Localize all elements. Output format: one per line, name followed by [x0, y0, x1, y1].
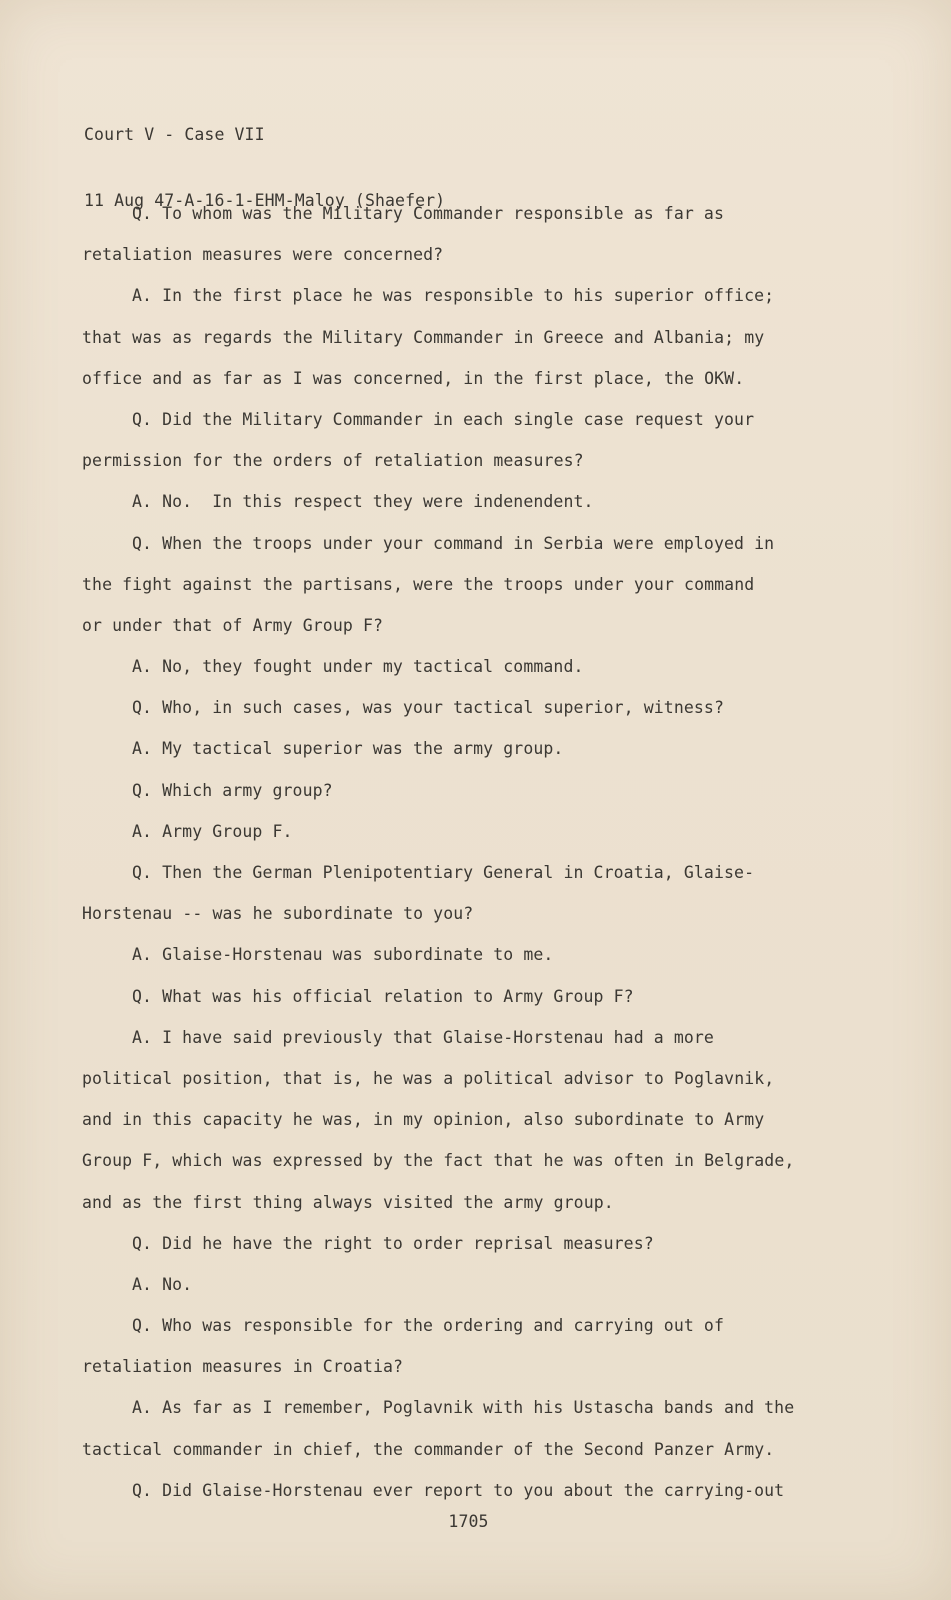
transcript-line: Q. To whom was the Military Commander responsible as far as — [132, 204, 724, 223]
header-transcript-id: 11 Aug 47-A-16-1-EHM-Maloy (Shaefer) — [84, 191, 446, 210]
transcript-line: Q. Did the Military Commander in each single case request your — [132, 409, 755, 429]
transcript-line: political position, that is, he was a political advisor to Poglavnik, — [82, 1068, 775, 1088]
transcript-line: retaliation measures were concerned? — [82, 245, 444, 265]
transcript-line: Q. Did he have the right to order reprisal measures? — [132, 1233, 654, 1253]
transcript-line: or under that of Army Group F? — [82, 615, 384, 635]
transcript-body — [82, 193, 882, 1511]
transcript-line: A. I have said previously that Glaise-Horstenau had a more — [132, 1027, 714, 1047]
transcript-line: Q. When the troops under your command in Serbia were employed in — [132, 533, 775, 553]
transcript-line: Group F, which was expressed by the fact that he was often in Belgrade, — [82, 1151, 795, 1171]
transcript-line: A. As far as I remember, Poglavnik with his Ustascha bands and the — [132, 1398, 795, 1418]
transcript-line: A. Glaise-Horstenau was subordinate to me. — [132, 945, 554, 965]
transcript-line: Q. Who, in such cases, was your tactical superior, witness? — [132, 698, 724, 718]
transcript-line: Q. Then the German Plenipotentiary General in Croatia, Glaise- — [132, 863, 755, 882]
transcript-line: permission for the orders of retaliation measures? — [82, 451, 584, 471]
page-number: 1705 — [448, 1512, 489, 1531]
transcript-line: A. In the first place he was responsible to his superior office; — [132, 286, 775, 306]
page-number-container — [0, 1512, 951, 1531]
header-court-case: Court V - Case VII — [84, 125, 265, 144]
transcript-line: A. No, they fought under my tactical command. — [132, 657, 584, 677]
transcript-line: Q. Who was responsible for the ordering and carrying out of — [132, 1316, 724, 1336]
transcript-line: A. No. In this respect they were indenendent. — [132, 492, 594, 512]
transcript-line: A. Army Group F. — [132, 821, 293, 841]
transcript-line: and as the first thing always visited the army group. — [82, 1192, 614, 1212]
transcript-line: the fight against the partisans, were the troops under your command — [82, 574, 755, 594]
transcript-line: retaliation measures in Croatia? — [82, 1357, 404, 1377]
transcript-line: office and as far as I was concerned, in the first place, the OKW. — [82, 368, 745, 388]
transcript-line: and in this capacity he was, in my opinion, also subordinate to Army — [82, 1110, 765, 1130]
transcript-line: Q. Did Glaise-Horstenau ever report to you about the carrying-out — [132, 1480, 785, 1500]
transcript-line: Q. What was his official relation to Army Group F? — [132, 986, 634, 1006]
transcript-line: tactical commander in chief, the commander of the Second Panzer Army. — [82, 1439, 775, 1459]
transcript-line: that was as regards the Military Commander in Greece and Albania; my — [82, 327, 765, 347]
transcript-line: Q. Which army group? — [132, 780, 333, 800]
transcript-line: Horstenau -- was he subordinate to you? — [82, 904, 474, 924]
transcript-line: A. My tactical superior was the army group. — [132, 739, 564, 759]
transcript-line: A. No. — [132, 1274, 193, 1294]
